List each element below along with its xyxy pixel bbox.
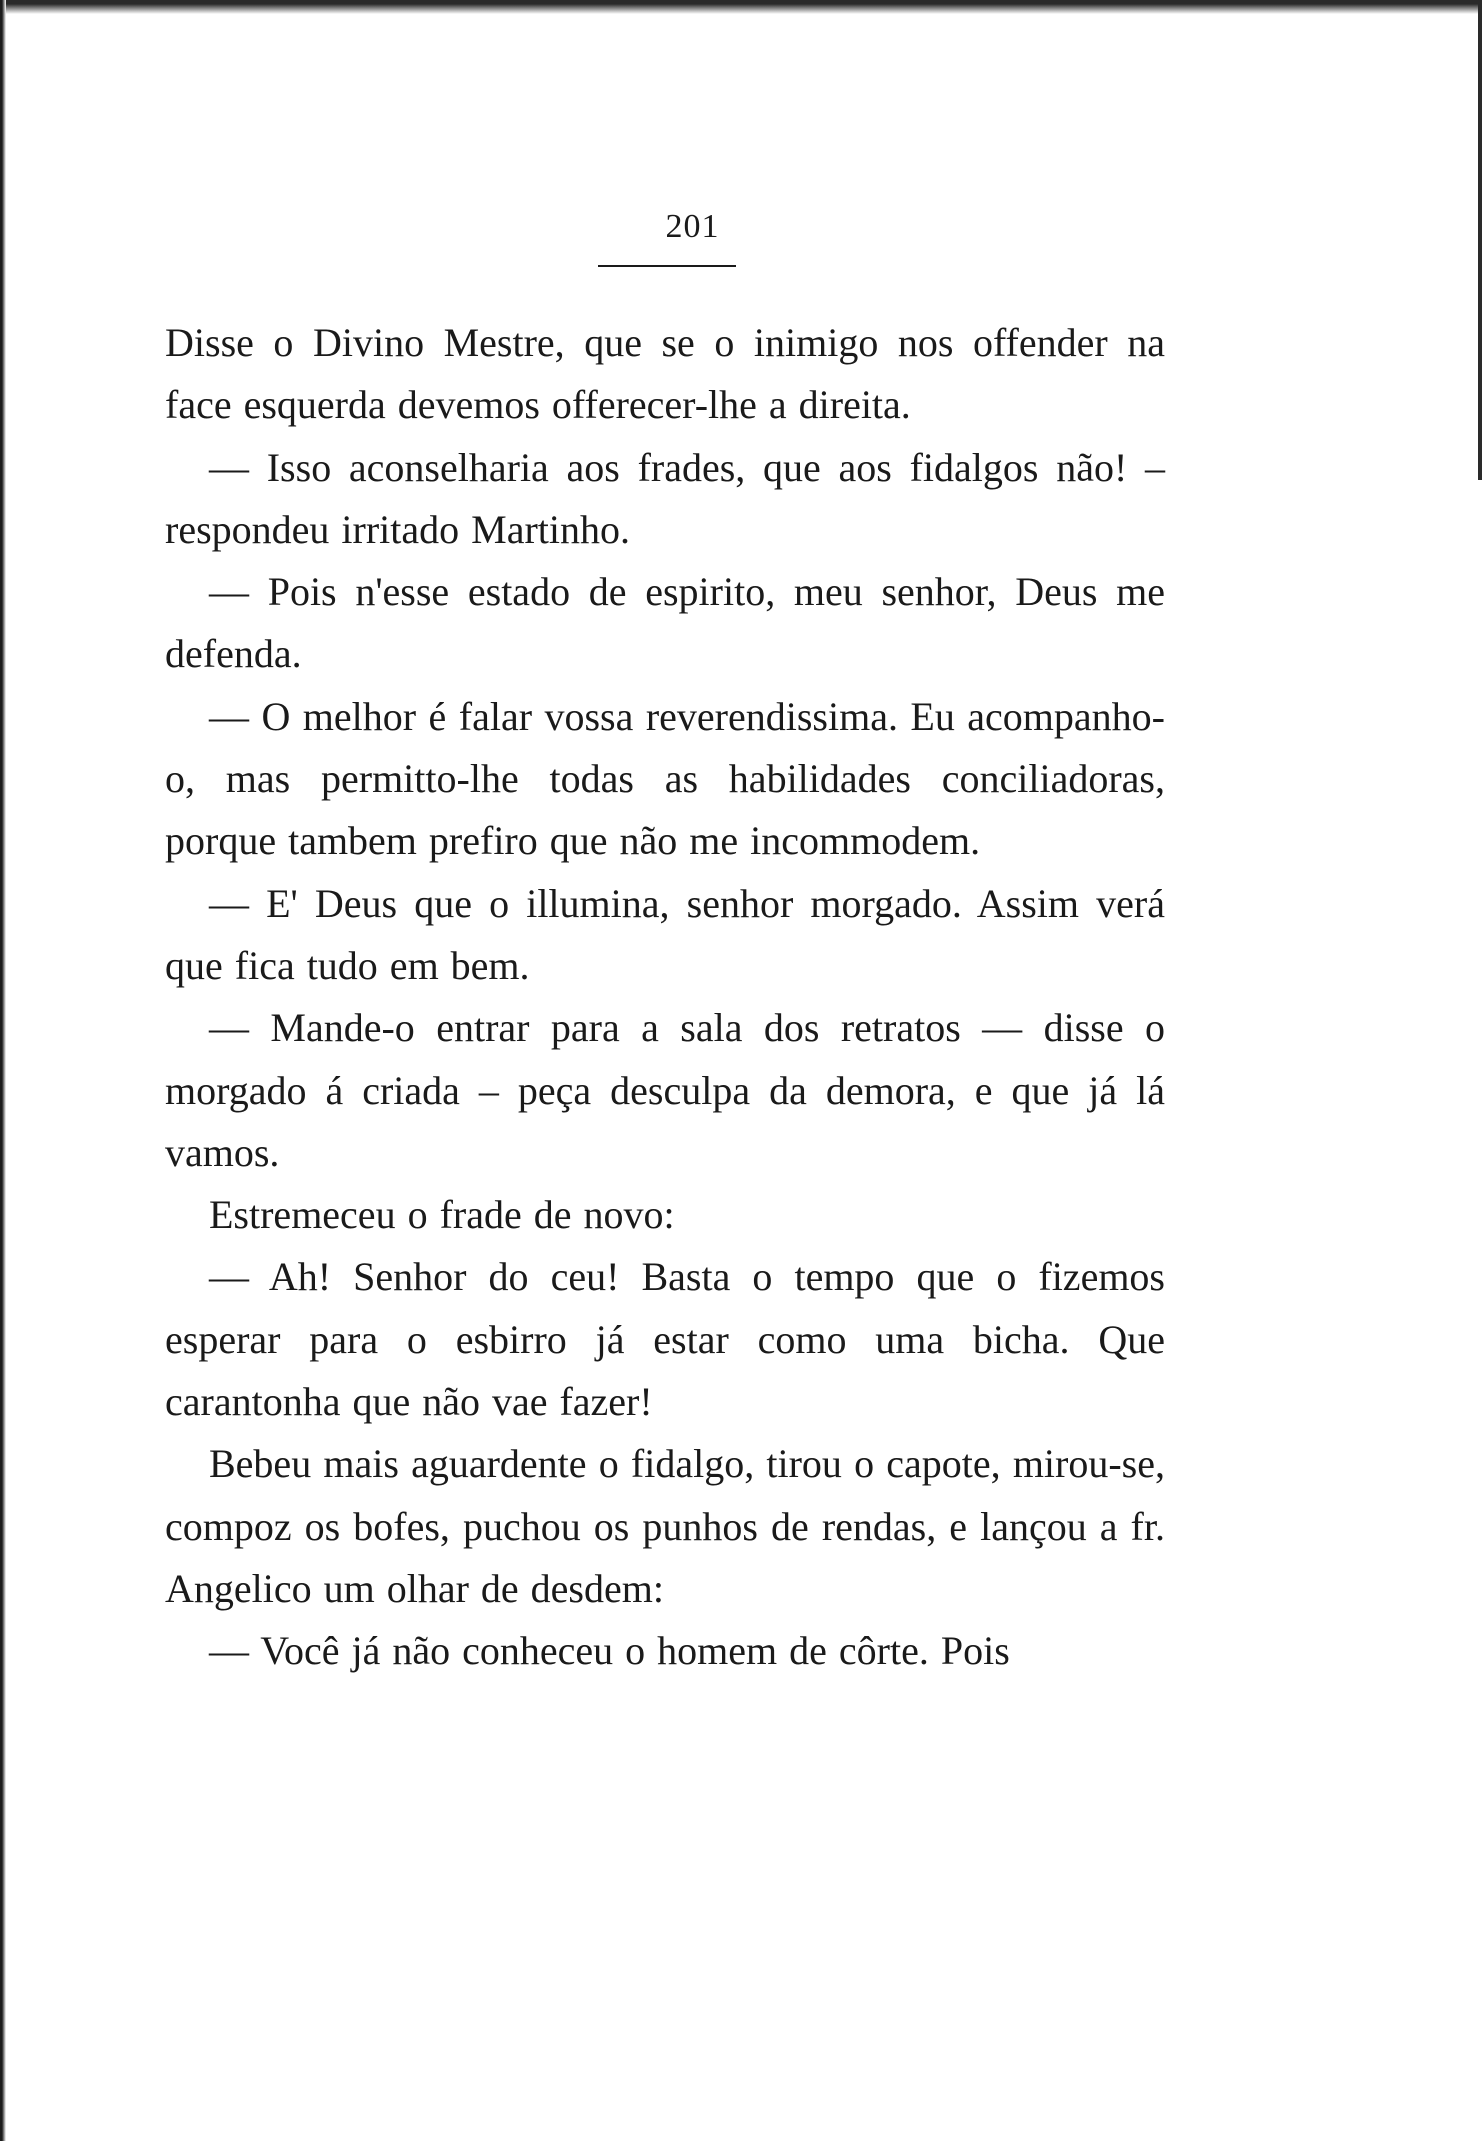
scan-border-left	[0, 0, 6, 2141]
paragraph: Disse o Divino Mestre, que se o inimigo nos offender na face esquerda devemos offerecer-lhe a direita.	[165, 320, 1165, 428]
paragraph: Bebeu mais aguardente o fidalgo, tirou o capote, mirou-se, compoz os bofes, puchou os punhos de rendas, e lançou a fr. Angelico um olhar de desdem:	[165, 1441, 1165, 1611]
scan-border-top	[0, 0, 1482, 14]
paragraph: — Pois n'esse estado de espirito, meu senhor, Deus me defenda.	[165, 569, 1165, 677]
header-rule	[598, 265, 736, 267]
paragraph: — Mande-o entrar para a sala dos retratos — disse o morgado á criada – peça desculpa da demora, e que já lá vamos.	[165, 1005, 1165, 1175]
paragraph: Estremeceu o frade de novo:	[209, 1192, 675, 1238]
scan-border-right	[1478, 0, 1482, 480]
paragraph: — E' Deus que o illumina, senhor morgado. Assim verá que fica tudo em bem.	[165, 880, 1165, 988]
paragraph: — Ah! Senhor do ceu! Basta o tempo que o fizemos esperar para o esbirro já estar como uma bicha. Que carantonha que não vae fazer!	[165, 1254, 1165, 1425]
page-number: 201	[665, 208, 720, 245]
paragraph: — Isso aconselharia aos frades, que aos fidalgos não! – respondeu irritado Martinho.	[165, 444, 1165, 552]
body-text	[165, 312, 1165, 1683]
paragraph: — O melhor é falar vossa reverendissima. Eu acompanho-o, mas permitto-lhe todas as habilidades conciliadoras, porque tambem prefiro que não me incommodem.	[165, 693, 1165, 864]
paragraph: — Você já não conheceu o homem de côrte. Pois	[209, 1628, 1010, 1674]
